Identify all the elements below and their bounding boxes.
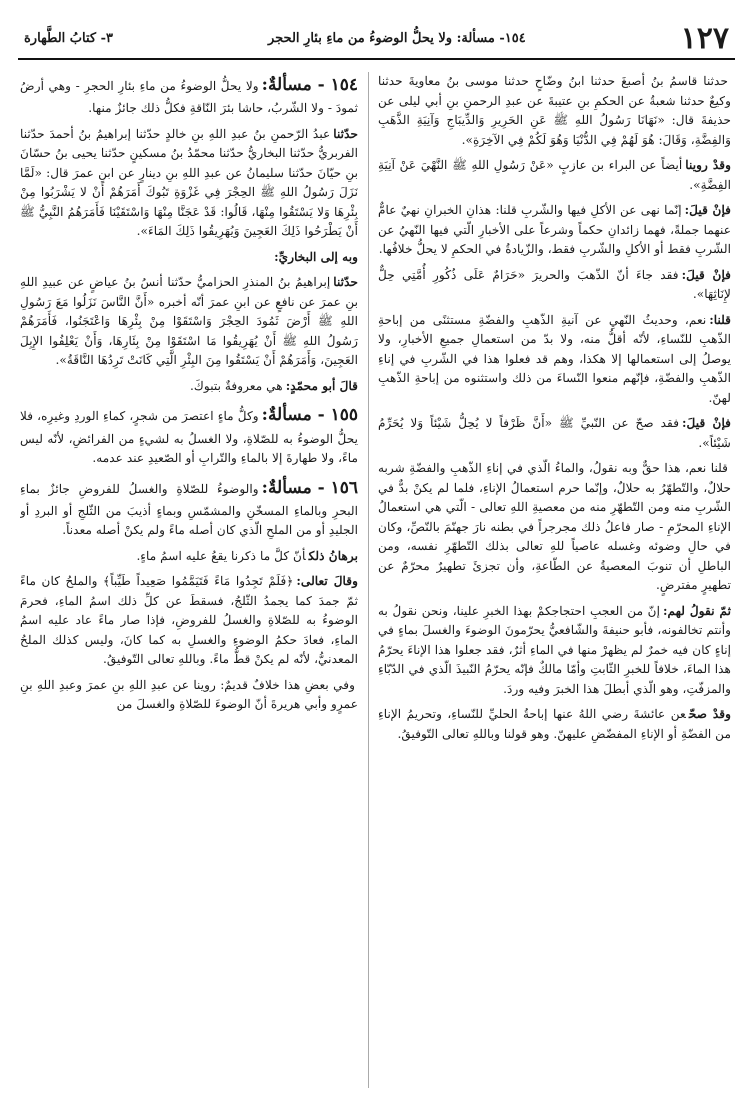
- paragraph: [378, 266, 731, 305]
- paragraph-text: هي معروفةٌ بتبوكَ.: [190, 378, 283, 393]
- paragraph-text: قلنا نعم، هذا حقٌّ وبه نقولُ، والماءُ الّذي في إناءِ الذّهبِ والفضّةِ شربه حلالٌ، والتّطهّرُ به حلالٌ، وإنّما حرم استعمالُ الإناءِ، فلما لم يكنْ بدٌّ في الشّربِ منه ومن التّطهّرِ منه من معصيةِ اللهِ تعالى - الّتي هي استعمالُ الإناءِ المحرّمِ - صار فاعلُ ذلك مجرجراً في بطنه نارَ جهنّمَ بالنّصِّ، وكان في حالِ وضوئه وغسله عاصياً للهِ تعالى بذلك التّطهّرِ نفسه، ومن الباطلِ أن تنوبَ المعصيةُ عن الطّاعةِ، وأن تجزئَ تطهيرٌ محرّمٌ عن تطهيرٍ مفترضٍ.: [378, 461, 731, 593]
- paragraph-lead: حدّثنا: [333, 275, 358, 290]
- paragraph: [20, 676, 358, 715]
- paragraph: [20, 572, 358, 670]
- paragraph-text: عن عائشةَ رضي اللهُ عنها إباحةُ الحليِّ للنّساءِ، وتحريمُ الإناءِ من الفضّةِ أو الإناءِ المفضّضِ عليهنّ. وهو قولنا وباللهِ تعالى التّوفيقُ.: [378, 707, 731, 741]
- paragraph: [378, 602, 731, 700]
- paragraph: [378, 705, 731, 744]
- paragraph: [20, 273, 358, 371]
- issue-heading: ١٥٤ - مسألةٌ:: [261, 75, 358, 95]
- paragraph: [20, 125, 358, 242]
- paragraph-text: ﴿فَلَمْ تَجِدُوا مَاءً فَتَيَمَّمُوا صَعِيداً طَيِّباً﴾ والملحُ كان ماءً ثمّ جمدَ كما يجمدُ الثّلجُ، فسقطَ عن كلِّ ذلك اسمُ الماءِ، فحرمَ الوضوءُ به للصّلاةِ والغسلُ للفروضِ، فإذا صار ماءً عاد عليه اسمُ الماءِ، فعادَ حكمُ الوضوءِ والغسلِ به كما كانَ، وليس كذلك الملحُ المعدنيُّ، لأنّه لم يكنْ قطُّ ماءً. وباللهِ تعالى التّوفيقُ.: [20, 574, 358, 667]
- running-title-left: ٣- كتابُ الطَّهارة: [24, 30, 114, 46]
- paragraph-lead: فإنْ قيلَ:: [682, 416, 731, 431]
- page-header: [18, 18, 735, 60]
- paragraph-lead: فإنْ قيلَ:: [681, 267, 731, 282]
- paragraph-lead: حدّثنا: [333, 126, 358, 141]
- issue-heading: ١٥٦ - مسألةٌ:: [261, 477, 358, 498]
- paragraph-text: أيضاً عن البراء بن عازبٍ «عَنْ رَسُولِ اللهِ ﷺ النَّهْيَ عَنْ آنِيَةِ الفِضَّةِ».: [378, 158, 731, 192]
- paragraph-text: فقد جاءَ أنّ الذّهبَ والحريرَ «حَرَامٌ عَلَى ذُكُورِ أُمَّتِي حِلٌّ لإِنَاثِهَا».: [378, 267, 731, 302]
- paragraph-text: إنّما نهى عن الأكلِ فيها والشّربِ قلنا: هذانِ الخبرانِ نهيٌ عامٌّ عنهما جملةً، فهما زائدانِ حكماً وشرعاً على الأخبارِ الّتي فيها النّهيُ عن الشّربِ فقط أو الأكلِ والشّربِ فقط، والزّيادةُ في الحكمِ لا يحلُّ خلافُها.: [378, 203, 731, 257]
- paragraph-text: أنّ كلَّ ما ذكرنا يقعُ عليه اسمُ ماءٍ.: [136, 548, 306, 563]
- issue-paragraph: [20, 72, 358, 119]
- paragraph-text: نعم، وحديثُ النّهيِ عن آنيةِ الذّهبِ والفضّةِ مستثنًى من إباحةِ الذّهبِ للنّساءِ، لأنّه أقلُّ منه، ولا بدّ من استعمالِ جميعِ الأخبارِ، ولا يوصلُ إلى استعمالها إلا هكذا، وهم قد فعلوا هذا في الشّربِ في إناءِ الذّهبِ والفضّةِ، فإنّهم منعوا النّساءَ من ذلك واستثنوه من إباحةِ الذّهبِ لهنّ.: [378, 312, 731, 405]
- right-column: [378, 72, 731, 1092]
- left-column: [20, 72, 358, 1092]
- paragraph-text: عبدُ الرّحمنِ بنُ عبدِ اللهِ بنِ خالدٍ حدّثنا إبراهيمُ بنُ أحمدَ حدّثنا الفربريُّ حدّثنا البخاريُّ حدّثنا محمّدُ بنُ مسكينٍ حدّثنا يحيى بنُ حسّانَ بنِ حيّانَ حدّثنا سليمانُ عن عبدِ اللهِ بنِ دينارٍ عن ابنِ عمرَ قال: «لَمَّا نَزَلَ رَسُولُ اللهِ ﷺ الحِجْرَ فِي غَزْوَةِ تَبُوكَ أَمَرَهُمْ أَنْ لا يَشْرَبُوا مِنْ بِئْرِهَا وَلا يَسْتَقُوا مِنْهَا، قَالُوا: قَدْ عَجَنَّا مِنْهَا وَاسْتَقَيْنَا فَأَمَرَهُمُ النَّبِيُّ ﷺ أَنْ يَطْرَحُوا ذَلِكَ العَجِينَ وَيُهَرِيقُوا ذَلِكَ المَاءَ».: [20, 126, 358, 239]
- issue-heading: ١٥٥ - مسألةٌ:: [261, 405, 358, 426]
- paragraph-text: إنّ من العجبِ احتجاجكمْ بهذا الخبرِ علينا، ونحن نقولُ به وأنتم تخالفونه، فأبو حنيفةَ والشّافعيُّ يحرّمونَ الوضوءَ والغسلَ بماءٍ في إناءٍ كان فيه خمرٌ لم يظهرْ منها في الماءِ أثرٌ، فقد جعلوا هذا الإناءَ يحرّمُ هذا الماءَ، خلافاً للخبرِ الثّابتِ وأمّا مالكٌ فإنّه يحرّمُ النّبيذَ الّذي في الدّبّاءِ والمزفّتِ، وهو الّذي أبطلَ هذا الخبرَ وفيه وردَ.: [378, 603, 731, 696]
- paragraph-lead: قلنا:: [709, 312, 731, 327]
- column-divider: [368, 72, 369, 1088]
- paragraph-lead: قالَ أبو محمّدٍ:: [285, 378, 358, 393]
- page-number: ١٢٧: [680, 20, 729, 56]
- paragraph: [378, 414, 731, 453]
- paragraph: [378, 156, 731, 195]
- paragraph: [20, 248, 358, 268]
- paragraph-text: وكلُّ ماءٍ اعتصرَ من شجرٍ، كماءِ الوردِ وغيرِه، فلا يحلُّ الوضوءُ به للصّلاةِ، ولا الغسلُ به لشيءٍ من الفرائضِ، لأنّه ليس ماءً، ولا طهارةَ إلا بالماءِ والتّرابِ أو الصّعيدِ عند عدمه.: [20, 409, 358, 466]
- paragraph-lead: فإنْ قيلَ:: [684, 203, 731, 218]
- paragraph-lead: وبه إلى البخاريِّ:: [274, 249, 358, 264]
- paragraph-text: إبراهيمُ بنُ المنذرِ الحزاميُّ حدّثنا أنسُ بنُ عياضٍ عن عبيدِ اللهِ بنِ عمرَ عن نافعٍ عن ابنِ عمرَ أنّه أخبره «أَنَّ النَّاسَ نَزَلُوا مَعَ رَسُولِ اللهِ ﷺ أَرْضَ ثَمُودَ الحِجْرَ وَاسْتَقَوْا مِنْ بِئْرِهَا وَاعْتَجَنُوا، فَأَمَرَهُمْ رَسُولُ اللهِ ﷺ أَنْ يُهَرِيقُوا مَا اسْتَقَوْا مِنْ بِئَارِهَا، وَأَنْ يَعْلِفُوا الإِبِلَ العَجِينَ، وَأَمَرَهُمْ أَنْ يَسْتَقُوا مِنَ البِئْرِ الَّتِي كَانَتْ تَرِدُهَا النَّاقَةُ».: [20, 275, 358, 368]
- paragraph-text: حدثنا قاسمُ بنُ أصبغَ حدثنا ابنُ وضّاحٍ حدثنا موسى بنُ معاويةَ حدثنا وكيعٌ حدثنا شعبةُ عن الحكمِ بنِ عتيبةَ عن عبدِ الرحمنِ بنِ أبي ليلى عن حذيفةَ قال: «نَهَانَا رَسُولُ اللهِ ﷺ عَنِ الحَرِيرِ وَالدِّيبَاجِ وَآنِيَةِ الذَّهَبِ وَالفِضَّةِ، وَقَالَ: هُوَ لَهُمْ فِي الدُّنْيَا وَهُوَ لَكُمْ فِي الآخِرَةِ».: [378, 74, 731, 147]
- paragraph-lead: ثمّ نقولُ لهم:: [663, 603, 731, 618]
- paragraph-text: والوضوءُ للصّلاةِ والغسلُ للفروضِ جائزٌ بماءِ البحرِ وبالماءِ المسخّنِ والمشمّسِ وبماءٍ أذيبَ من الثّلجِ أو البردِ أو الجليدِ أو من الملحِ الّذي كان أصله ماءً ولم يكنْ أصله معدناً.: [20, 481, 358, 538]
- paragraph: [378, 459, 731, 596]
- paragraph-lead: وقالَ تعالى:: [296, 574, 358, 589]
- paragraph: [378, 201, 731, 260]
- issue-paragraph: [20, 475, 358, 541]
- paragraph-lead: وقدْ روينا: [685, 158, 731, 173]
- paragraph: [378, 311, 731, 409]
- paragraph-text: ولا يحلُّ الوضوءُ من ماءِ بئارِ الحجرِ - وهي أرضُ ثمودَ - ولا الشّربُ، حاشا بئرَ النّاقةِ فكلُّ ذلك جائزٌ منها.: [20, 79, 358, 116]
- paragraph-lead: برهانُ ذلك: [308, 548, 358, 563]
- issue-paragraph: [20, 402, 358, 468]
- paragraph: [20, 377, 358, 397]
- paragraph: [378, 72, 731, 150]
- paragraph-text: فقد صحّ عن النّبيِّ ﷺ «أَنَّ ظَرْفاً لا يُحِلُّ شَيْئاً وَلا يُحَرِّمُ شَيْئاً».: [378, 416, 731, 450]
- paragraph: [20, 547, 358, 567]
- paragraph-text: وفي بعضِ هذا خلافٌ قديمٌ: روينا عن عبدِ اللهِ بنِ عمرَ وعبدِ اللهِ بنِ عمرٍو وأبي هريرةَ أنّ الوضوءَ للصّلاةِ والغسلَ من: [20, 677, 358, 712]
- running-title-right: ١٥٤- مسألة: ولا يحلُّ الوضوءُ من ماءِ بئارِ الحجر: [267, 30, 526, 46]
- paragraph-lead: وقدْ صحّ: [688, 707, 731, 722]
